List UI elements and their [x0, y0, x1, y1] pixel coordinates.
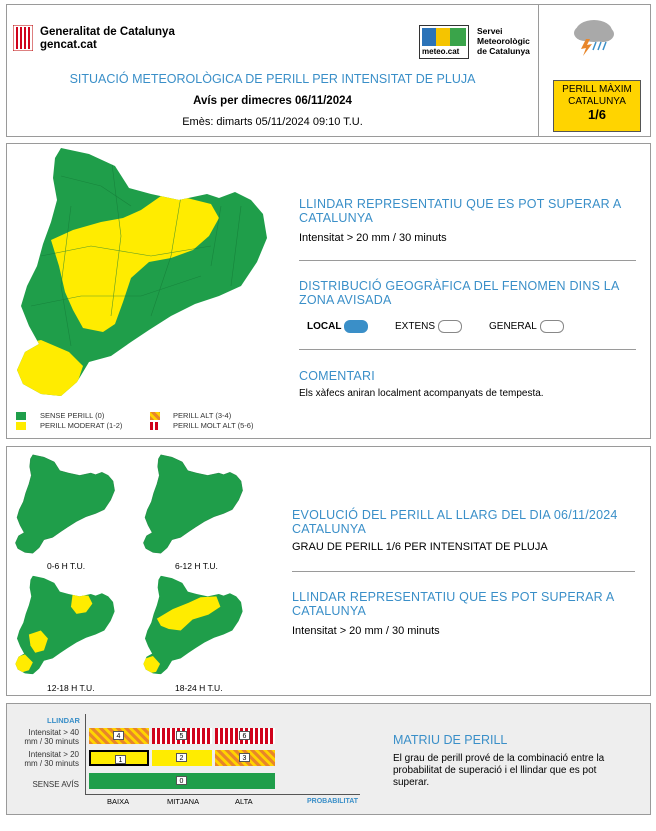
comment-text: Els xàfecs aniran localment acompanyats de tempesta.: [299, 388, 544, 399]
sun-icon: [436, 28, 450, 46]
smc-line-3: de Catalunya: [477, 46, 530, 56]
row-label-20-line-2: mm / 30 minuts: [24, 759, 79, 768]
divider: [299, 349, 636, 350]
current-situation-panel: [6, 143, 651, 439]
row-label-20-line-1: Intensitat > 20: [28, 750, 79, 759]
matrix-cell-1-selected: [89, 750, 149, 766]
evolution-panel: [6, 446, 651, 696]
max-risk-label-2: CATALUNYA: [568, 96, 626, 107]
distribution-extens-toggle: [438, 320, 462, 333]
distribution-local-label: LOCAL: [307, 321, 342, 333]
matrix-cell-6-value: 6: [239, 731, 250, 740]
matrix-y-axis: [85, 714, 86, 794]
row-label-40: [7, 728, 79, 746]
matrix-cell-3: [215, 750, 275, 766]
matrix-cell-6: [215, 728, 275, 744]
divider: [292, 571, 635, 572]
matrix-cell-2: [152, 750, 212, 766]
comment-title: COMENTARI: [299, 369, 375, 383]
distribution-general-label: GENERAL: [489, 321, 537, 333]
smc-line-1: Servei: [477, 26, 503, 36]
matrix-title: MATRIU DE PERILL: [393, 733, 508, 747]
legend-swatch-none: [16, 412, 26, 420]
axis-probability-label: PROBABILITAT: [307, 798, 359, 805]
distribution-general: [489, 320, 564, 333]
matrix-cell-5: [152, 728, 212, 744]
row-label-20: [7, 750, 79, 768]
matrix-cell-1-value: 1: [115, 755, 126, 764]
matrix-cell-5-value: 5: [176, 731, 187, 740]
gov-name: Generalitat de Catalunya: [40, 26, 175, 38]
matrix-cell-3-value: 3: [239, 753, 250, 762]
meteocat-logo: [419, 25, 469, 59]
distribution-general-toggle: [540, 320, 564, 333]
map-18-24-label: 18-24 H T.U.: [175, 683, 223, 693]
rain-storm-icon: [569, 15, 619, 57]
warning-date: Avís per dimecres 06/11/2024: [193, 95, 352, 107]
distribution-local-toggle: [344, 320, 368, 333]
map-0-6: [13, 450, 117, 558]
generalitat-logo-icon: [13, 25, 33, 51]
map-6-12: [141, 450, 245, 558]
distribution-title: DISTRIBUCIÓ GEOGRÀFICA DEL FENOMEN DINS LA ZONA AVISADA: [299, 279, 619, 307]
distribution-local: [307, 320, 368, 333]
evolution-threshold-title: LLINDAR REPRESENTATIU QUE ES POT SUPERAR A CATALUNYA: [292, 590, 614, 618]
legend-swatch-moderate: [16, 422, 26, 430]
row-label-none: SENSE AVÍS: [32, 780, 79, 789]
legend-moderate: PERILL MODERAT (1-2): [40, 421, 123, 430]
col-label-mitjana: MITJANA: [167, 797, 200, 806]
gov-url: gencat.cat: [40, 39, 97, 51]
page-title: SITUACIÓ METEOROLÒGICA DE PERILL PER INTENSITAT DE PLUJA: [69, 72, 476, 86]
map-18-24: [141, 571, 245, 679]
legend-swatch-high: [150, 412, 160, 420]
matrix-cell-2-value: 2: [176, 753, 187, 762]
logo-block-blue: [422, 28, 436, 46]
smc-line-2: Meteorològic: [477, 36, 530, 46]
risk-matrix-panel: [6, 703, 651, 815]
map-6-12-label: 6-12 H T.U.: [175, 561, 218, 571]
legend-very-high: PERILL MOLT ALT (5-6): [173, 421, 254, 430]
matrix-cell-0: [89, 773, 275, 789]
matrix-cell-4-value: 4: [113, 731, 124, 740]
map-12-18: [13, 571, 117, 679]
distribution-extens-label: EXTENS: [395, 321, 436, 333]
divider: [299, 260, 636, 261]
legend-swatch-very-high: [150, 422, 160, 430]
issued-time: Emès: dimarts 05/11/2024 09:10 T.U.: [182, 116, 363, 128]
evolution-threshold-text: Intensitat > 20 mm / 30 minuts: [292, 625, 440, 637]
matrix-cell-0-value: 0: [176, 776, 187, 785]
threshold-title: LLINDAR REPRESENTATIU QUE ES POT SUPERAR A CATALUNYA: [299, 197, 621, 225]
map-0-6-label: 0-6 H T.U.: [47, 561, 86, 571]
max-risk-badge: [553, 80, 641, 132]
axis-threshold-label: LLINDAR: [47, 716, 80, 725]
catalonia-risk-map: [11, 146, 273, 398]
row-label-40-line-1: Intensitat > 40: [28, 728, 79, 737]
matrix-x-axis: [85, 794, 360, 795]
matrix-cell-4: [89, 728, 149, 744]
col-label-alta: ALTA: [235, 797, 253, 806]
evolution-text: GRAU DE PERILL 1/6 PER INTENSITAT DE PLUJA: [292, 541, 548, 553]
threshold-text: Intensitat > 20 mm / 30 minuts: [299, 232, 447, 244]
row-label-40-line-2: mm / 30 minuts: [24, 737, 79, 746]
matrix-text: El grau de perill prové de la combinació entre la probabilitat de superació i el llindar que es pot superar.: [393, 753, 605, 788]
header-panel: [6, 4, 651, 137]
legend-high: PERILL ALT (3-4): [173, 411, 232, 420]
meteocat-logo-text: meteo.cat: [422, 47, 460, 56]
header-divider: [538, 5, 539, 136]
evolution-title: EVOLUCIÓ DEL PERILL AL LLARG DEL DIA 06/11/2024 CATALUNYA: [292, 508, 618, 536]
max-risk-value: 1/6: [587, 107, 607, 122]
smc-name: [477, 26, 530, 56]
map-12-18-label: 12-18 H T.U.: [47, 683, 95, 693]
max-risk-label-1: PERILL MÀXIM: [562, 84, 632, 95]
legend-none: SENSE PERILL (0): [40, 411, 105, 420]
distribution-extens: [395, 320, 462, 333]
logo-block-green: [450, 28, 466, 46]
col-label-baixa: BAIXA: [107, 797, 130, 806]
